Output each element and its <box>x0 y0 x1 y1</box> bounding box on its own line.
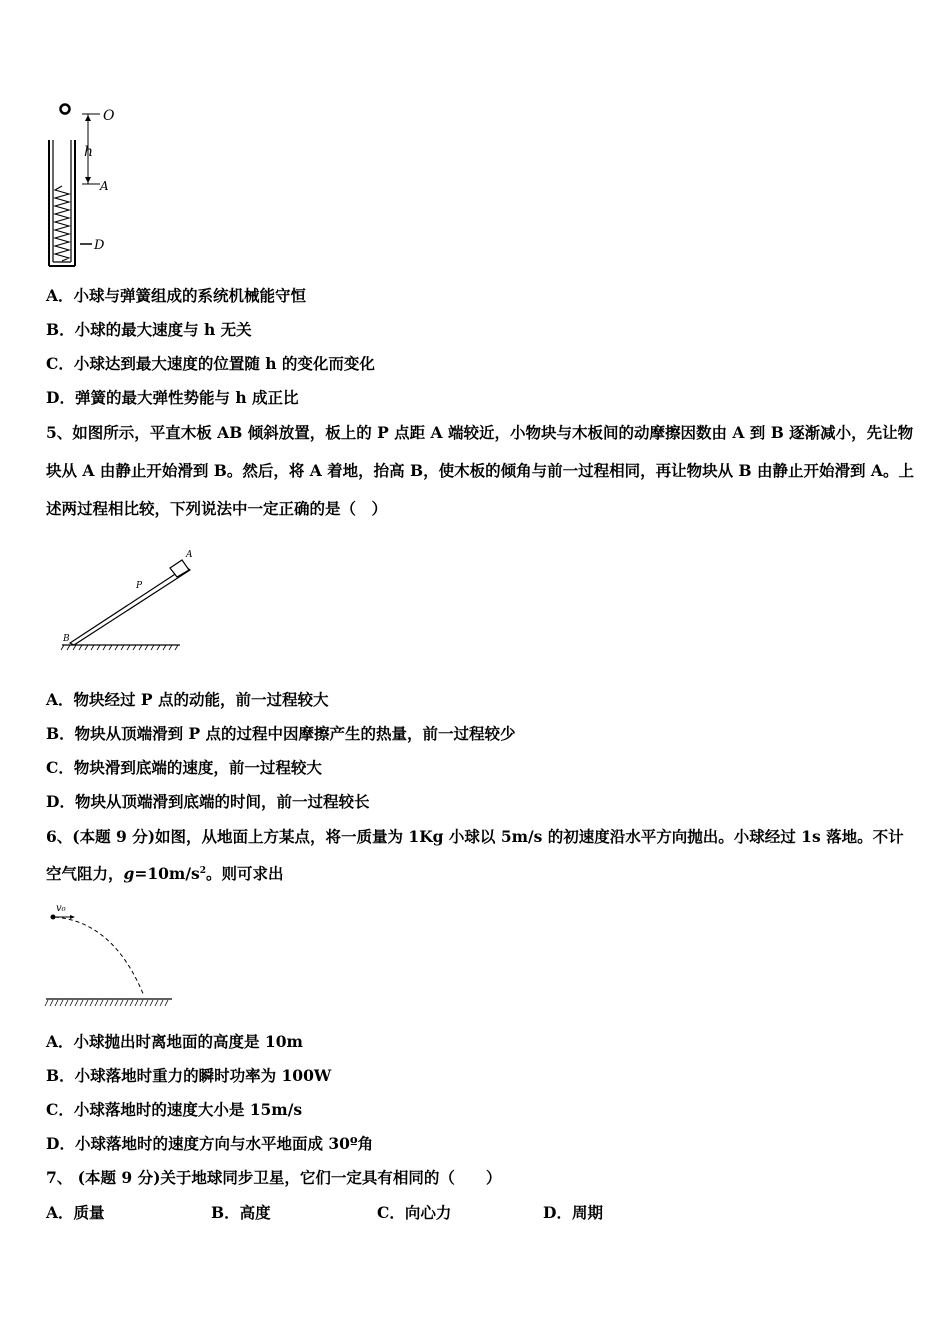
velocity-arrowhead <box>70 915 75 919</box>
q7-option-b: B．高度 <box>211 1203 271 1222</box>
q5-option-b: B．物块从顶端滑到 P 点的过程中因摩擦产生的热量，前一过程较少 <box>46 724 516 743</box>
q4-spring-tube-figure <box>44 98 134 270</box>
label-v0: v₀ <box>56 903 66 914</box>
q6-exponent: 2 <box>199 865 206 876</box>
q6-option-d: D．小球落地时的速度方向与水平地面成 30º角 <box>46 1134 374 1153</box>
board <box>70 567 190 645</box>
label-p: P <box>136 581 143 591</box>
q6-stem-part-a: 空气阻力， <box>46 864 124 883</box>
label-b: B <box>63 634 70 644</box>
q5-stem: 5、如图所示，平直木板 AB 倾斜放置，板上的 P 点距 A 端较近，小物块与木板间的动摩擦因数由 A 到 B 逐渐减小，先让物块从 A 由静止开始滑到 B。然后，将 A 着地，抬高 B，使木板的倾角与前一过程相同，再让物块从 B 由静止开始滑到 A。上述两过程相比较，下列说法中一定正确的是（ ） <box>46 423 914 518</box>
label-a: A <box>186 550 193 560</box>
q7-option-c: C．向心力 <box>377 1203 452 1222</box>
q5-option-c: C．物块滑到底端的速度，前一过程较大 <box>46 758 322 777</box>
q6-stem-part-b: =10m/s <box>134 864 200 883</box>
ground-hatching <box>61 645 178 650</box>
label-d: D <box>94 238 105 253</box>
q4-option-c: C．小球达到最大速度的位置随 h 的变化而变化 <box>46 354 375 373</box>
q7-stem: 7、 (本题 9 分)关于地球同步卫星，它们一定具有相同的（ ） <box>46 1168 502 1187</box>
q6-option-b: B．小球落地时重力的瞬时功率为 100W <box>46 1066 332 1085</box>
q5-option-a: A．物块经过 P 点的动能，前一过程较大 <box>46 690 329 709</box>
q4-option-d: D．弹簧的最大弹性势能与 h 成正比 <box>46 388 299 407</box>
q6-option-a: A．小球抛出时离地面的高度是 10m <box>46 1032 303 1051</box>
q6-stem-line2 <box>46 864 284 884</box>
arrow-up <box>85 115 91 121</box>
arrow-down <box>85 177 91 183</box>
q4-option-b: B．小球的最大速度与 h 无关 <box>46 320 252 339</box>
q6-stem-part-c: 。则可求出 <box>205 864 284 883</box>
q7-option-d: D．周期 <box>543 1203 603 1222</box>
q6-projectile-figure <box>44 900 176 1010</box>
q6-option-c: C．小球落地时的速度大小是 15m/s <box>46 1100 303 1119</box>
q4-option-a: A．小球与弹簧组成的系统机械能守恒 <box>46 286 307 305</box>
label-a: A <box>100 179 109 193</box>
trajectory <box>55 917 144 996</box>
q5-option-d: D．物块从顶端滑到底端的时间，前一过程较长 <box>46 792 370 811</box>
q7-option-a: A．质量 <box>46 1203 105 1222</box>
q6-g-symbol: g <box>123 864 135 883</box>
ground-hatching <box>45 1000 168 1006</box>
spring <box>55 186 69 261</box>
ball <box>61 105 70 114</box>
q6-stem-line1: 6、(本题 9 分)如图，从地面上方某点，将一质量为 1Kg 小球以 5m/s 的初速度沿水平方向抛出。小球经过 1s 落地。不计 <box>46 827 904 846</box>
q5-incline-figure <box>58 546 198 654</box>
block <box>170 560 189 577</box>
label-h: h <box>84 144 94 160</box>
label-o: O <box>103 108 115 124</box>
